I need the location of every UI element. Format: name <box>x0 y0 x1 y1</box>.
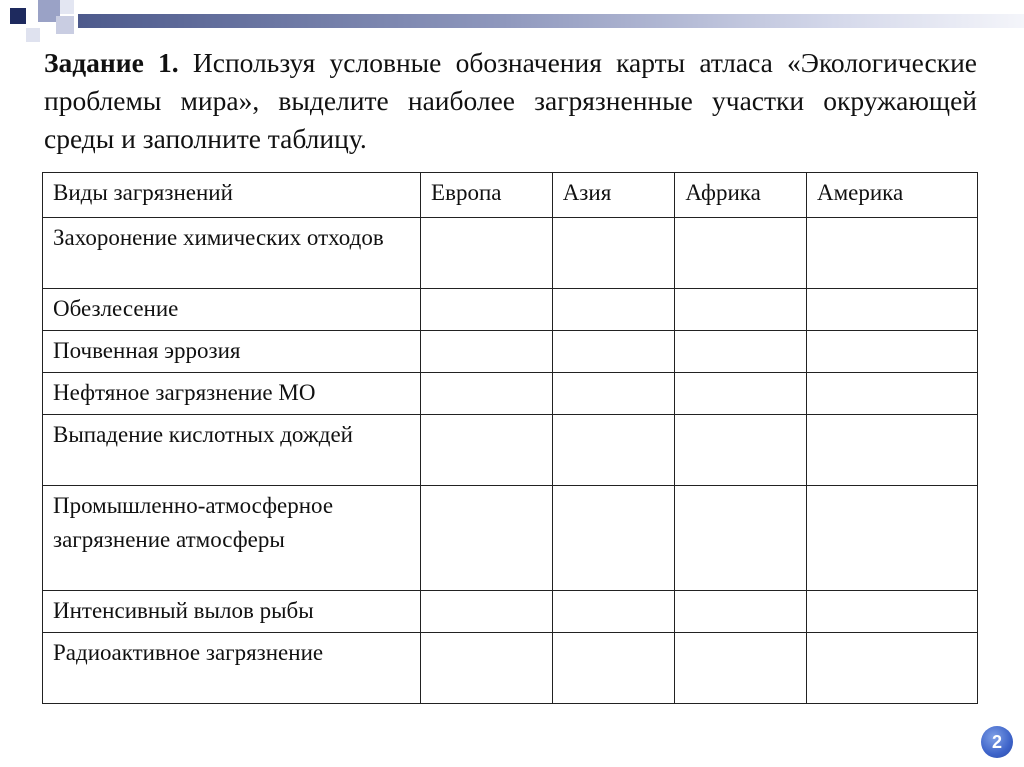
header-decoration-bar <box>78 14 1024 28</box>
cell-america[interactable] <box>806 633 977 704</box>
table-row <box>43 415 978 486</box>
table-row <box>43 373 978 415</box>
cell-europe[interactable] <box>421 218 553 289</box>
table-header-row <box>43 173 978 218</box>
cell-asia[interactable] <box>552 373 675 415</box>
table-row <box>43 218 978 289</box>
header-america: Америка <box>806 173 977 218</box>
decor-square <box>60 0 74 14</box>
cell-europe[interactable] <box>421 633 553 704</box>
cell-africa[interactable] <box>675 331 807 373</box>
cell-europe[interactable] <box>421 289 553 331</box>
cell-africa[interactable] <box>675 218 807 289</box>
cell-africa[interactable] <box>675 289 807 331</box>
page-number-badge: 2 <box>981 726 1013 758</box>
cell-africa[interactable] <box>675 633 807 704</box>
cell-america[interactable] <box>806 415 977 486</box>
header-asia: Азия <box>552 173 675 218</box>
row-label: Промышленно-атмосферное загрязнение атмосферы <box>43 486 421 591</box>
cell-america[interactable] <box>806 373 977 415</box>
cell-europe[interactable] <box>421 486 553 591</box>
cell-asia[interactable] <box>552 415 675 486</box>
row-label: Нефтяное загрязнение МО <box>43 373 421 415</box>
cell-asia[interactable] <box>552 633 675 704</box>
cell-africa[interactable] <box>675 373 807 415</box>
cell-africa[interactable] <box>675 415 807 486</box>
cell-africa[interactable] <box>675 591 807 633</box>
cell-asia[interactable] <box>552 591 675 633</box>
row-label: Выпадение кислотных дождей <box>43 415 421 486</box>
cell-america[interactable] <box>806 486 977 591</box>
decor-square <box>56 16 74 34</box>
cell-america[interactable] <box>806 331 977 373</box>
cell-america[interactable] <box>806 591 977 633</box>
table-row <box>43 591 978 633</box>
cell-europe[interactable] <box>421 331 553 373</box>
row-label: Радиоактивное загрязнение <box>43 633 421 704</box>
decor-square <box>10 8 26 24</box>
table-row <box>43 331 978 373</box>
cell-america[interactable] <box>806 289 977 331</box>
task-paragraph <box>44 44 977 158</box>
cell-europe[interactable] <box>421 373 553 415</box>
table-row <box>43 486 978 591</box>
cell-asia[interactable] <box>552 218 675 289</box>
pollution-table <box>42 172 978 704</box>
table-row <box>43 633 978 704</box>
table-row <box>43 289 978 331</box>
cell-asia[interactable] <box>552 486 675 591</box>
row-label: Захоронение химических отходов <box>43 218 421 289</box>
cell-america[interactable] <box>806 218 977 289</box>
row-label: Обезлесение <box>43 289 421 331</box>
decor-square <box>26 28 40 42</box>
cell-europe[interactable] <box>421 415 553 486</box>
cell-asia[interactable] <box>552 331 675 373</box>
row-label: Почвенная эррозия <box>43 331 421 373</box>
task-label: Задание 1. <box>44 47 179 78</box>
header-africa: Африка <box>675 173 807 218</box>
task-text: Используя условные обозначения карты атласа «Экологические проблемы мира», выделите наиболее загрязненные участки окружающей среды и заполните таблицу. <box>44 47 977 154</box>
header-europe: Европа <box>421 173 553 218</box>
cell-africa[interactable] <box>675 486 807 591</box>
row-label: Интенсивный вылов рыбы <box>43 591 421 633</box>
cell-europe[interactable] <box>421 591 553 633</box>
header-pollution-type: Виды загрязнений <box>43 173 421 218</box>
cell-asia[interactable] <box>552 289 675 331</box>
